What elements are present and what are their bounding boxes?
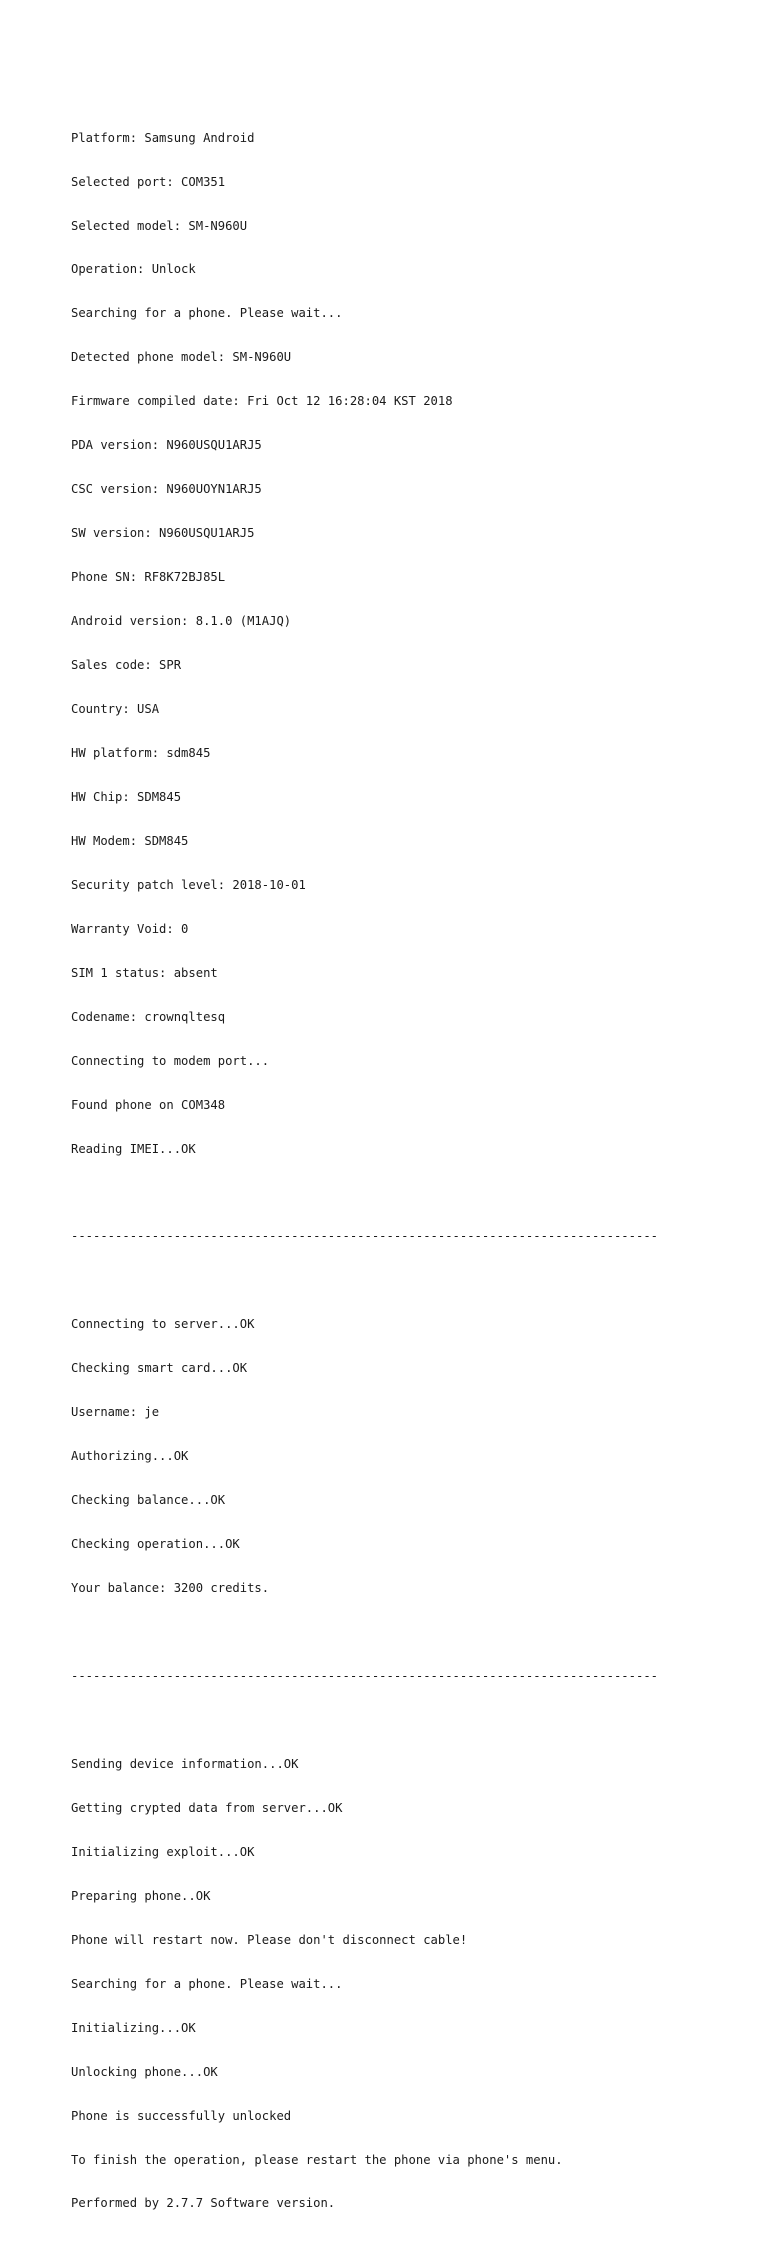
- log-line: Selected model: SM-N960U: [71, 218, 248, 233]
- log-line: Warranty Void: 0: [71, 921, 189, 936]
- operation-log: [71, 72, 711, 2255]
- log-line: Username: je: [71, 1405, 160, 1420]
- log-line: CSC version: N960UOYN1ARJ5: [71, 482, 262, 497]
- log-line: Country: USA: [71, 702, 160, 717]
- log-line: Initializing...OK: [71, 2020, 196, 2035]
- log-line: Reading IMEI...OK: [71, 1141, 196, 1156]
- log-line: Connecting to modem port...: [71, 1053, 270, 1068]
- log-line: Selected port: COM351: [71, 174, 226, 189]
- log-line: HW Chip: SDM845: [71, 789, 182, 804]
- log-line: Platform: Samsung Android: [71, 130, 255, 145]
- log-line: Checking operation...OK: [71, 1537, 240, 1552]
- log-line: Phone SN: RF8K72BJ85L: [71, 570, 226, 585]
- log-line: HW Modem: SDM845: [71, 833, 189, 848]
- log-line: Searching for a phone. Please wait...: [71, 306, 343, 321]
- log-line: Unlocking phone...OK: [71, 2064, 218, 2079]
- log-line: Detected phone model: SM-N960U: [71, 350, 292, 365]
- log-line: SW version: N960USQU1ARJ5: [71, 526, 255, 541]
- log-separator: --------------------------------------------------------------------------------: [71, 1229, 658, 1244]
- log-section-server: [71, 1288, 711, 1625]
- log-line: Security patch level: 2018-10-01: [71, 877, 306, 892]
- log-line: Your balance: 3200 credits.: [71, 1581, 270, 1596]
- log-line: Found phone on COM348: [71, 1097, 226, 1112]
- log-line: Operation: Unlock: [71, 262, 196, 277]
- log-section-unlock: [71, 1728, 711, 2241]
- log-line: Checking balance...OK: [71, 1493, 226, 1508]
- log-line: PDA version: N960USQU1ARJ5: [71, 438, 262, 453]
- log-line: Sales code: SPR: [71, 658, 182, 673]
- log-line: Searching for a phone. Please wait...: [71, 1976, 343, 1991]
- log-line: Initializing exploit...OK: [71, 1844, 255, 1859]
- log-line: Phone is successfully unlocked: [71, 2108, 292, 2123]
- log-line: To finish the operation, please restart the phone via phone's menu.: [71, 2152, 563, 2167]
- log-line: Getting crypted data from server...OK: [71, 1800, 343, 1815]
- log-line: Authorizing...OK: [71, 1449, 189, 1464]
- log-line: Firmware compiled date: Fri Oct 12 16:28:04 KST 2018: [71, 394, 453, 409]
- log-line: Android version: 8.1.0 (M1AJQ): [71, 614, 292, 629]
- log-line: Preparing phone..OK: [71, 1888, 211, 1903]
- log-line: Sending device information...OK: [71, 1756, 299, 1771]
- log-section-device-info: [71, 101, 711, 1185]
- log-line: Codename: crownqltesq: [71, 1009, 226, 1024]
- log-separator: --------------------------------------------------------------------------------: [71, 1669, 658, 1684]
- log-line: HW platform: sdm845: [71, 745, 211, 760]
- log-line: Checking smart card...OK: [71, 1361, 248, 1376]
- log-line: Performed by 2.7.7 Software version.: [71, 2196, 336, 2211]
- log-line: Phone will restart now. Please don't disconnect cable!: [71, 1932, 468, 1947]
- log-line: Connecting to server...OK: [71, 1317, 255, 1332]
- log-line: SIM 1 status: absent: [71, 965, 218, 980]
